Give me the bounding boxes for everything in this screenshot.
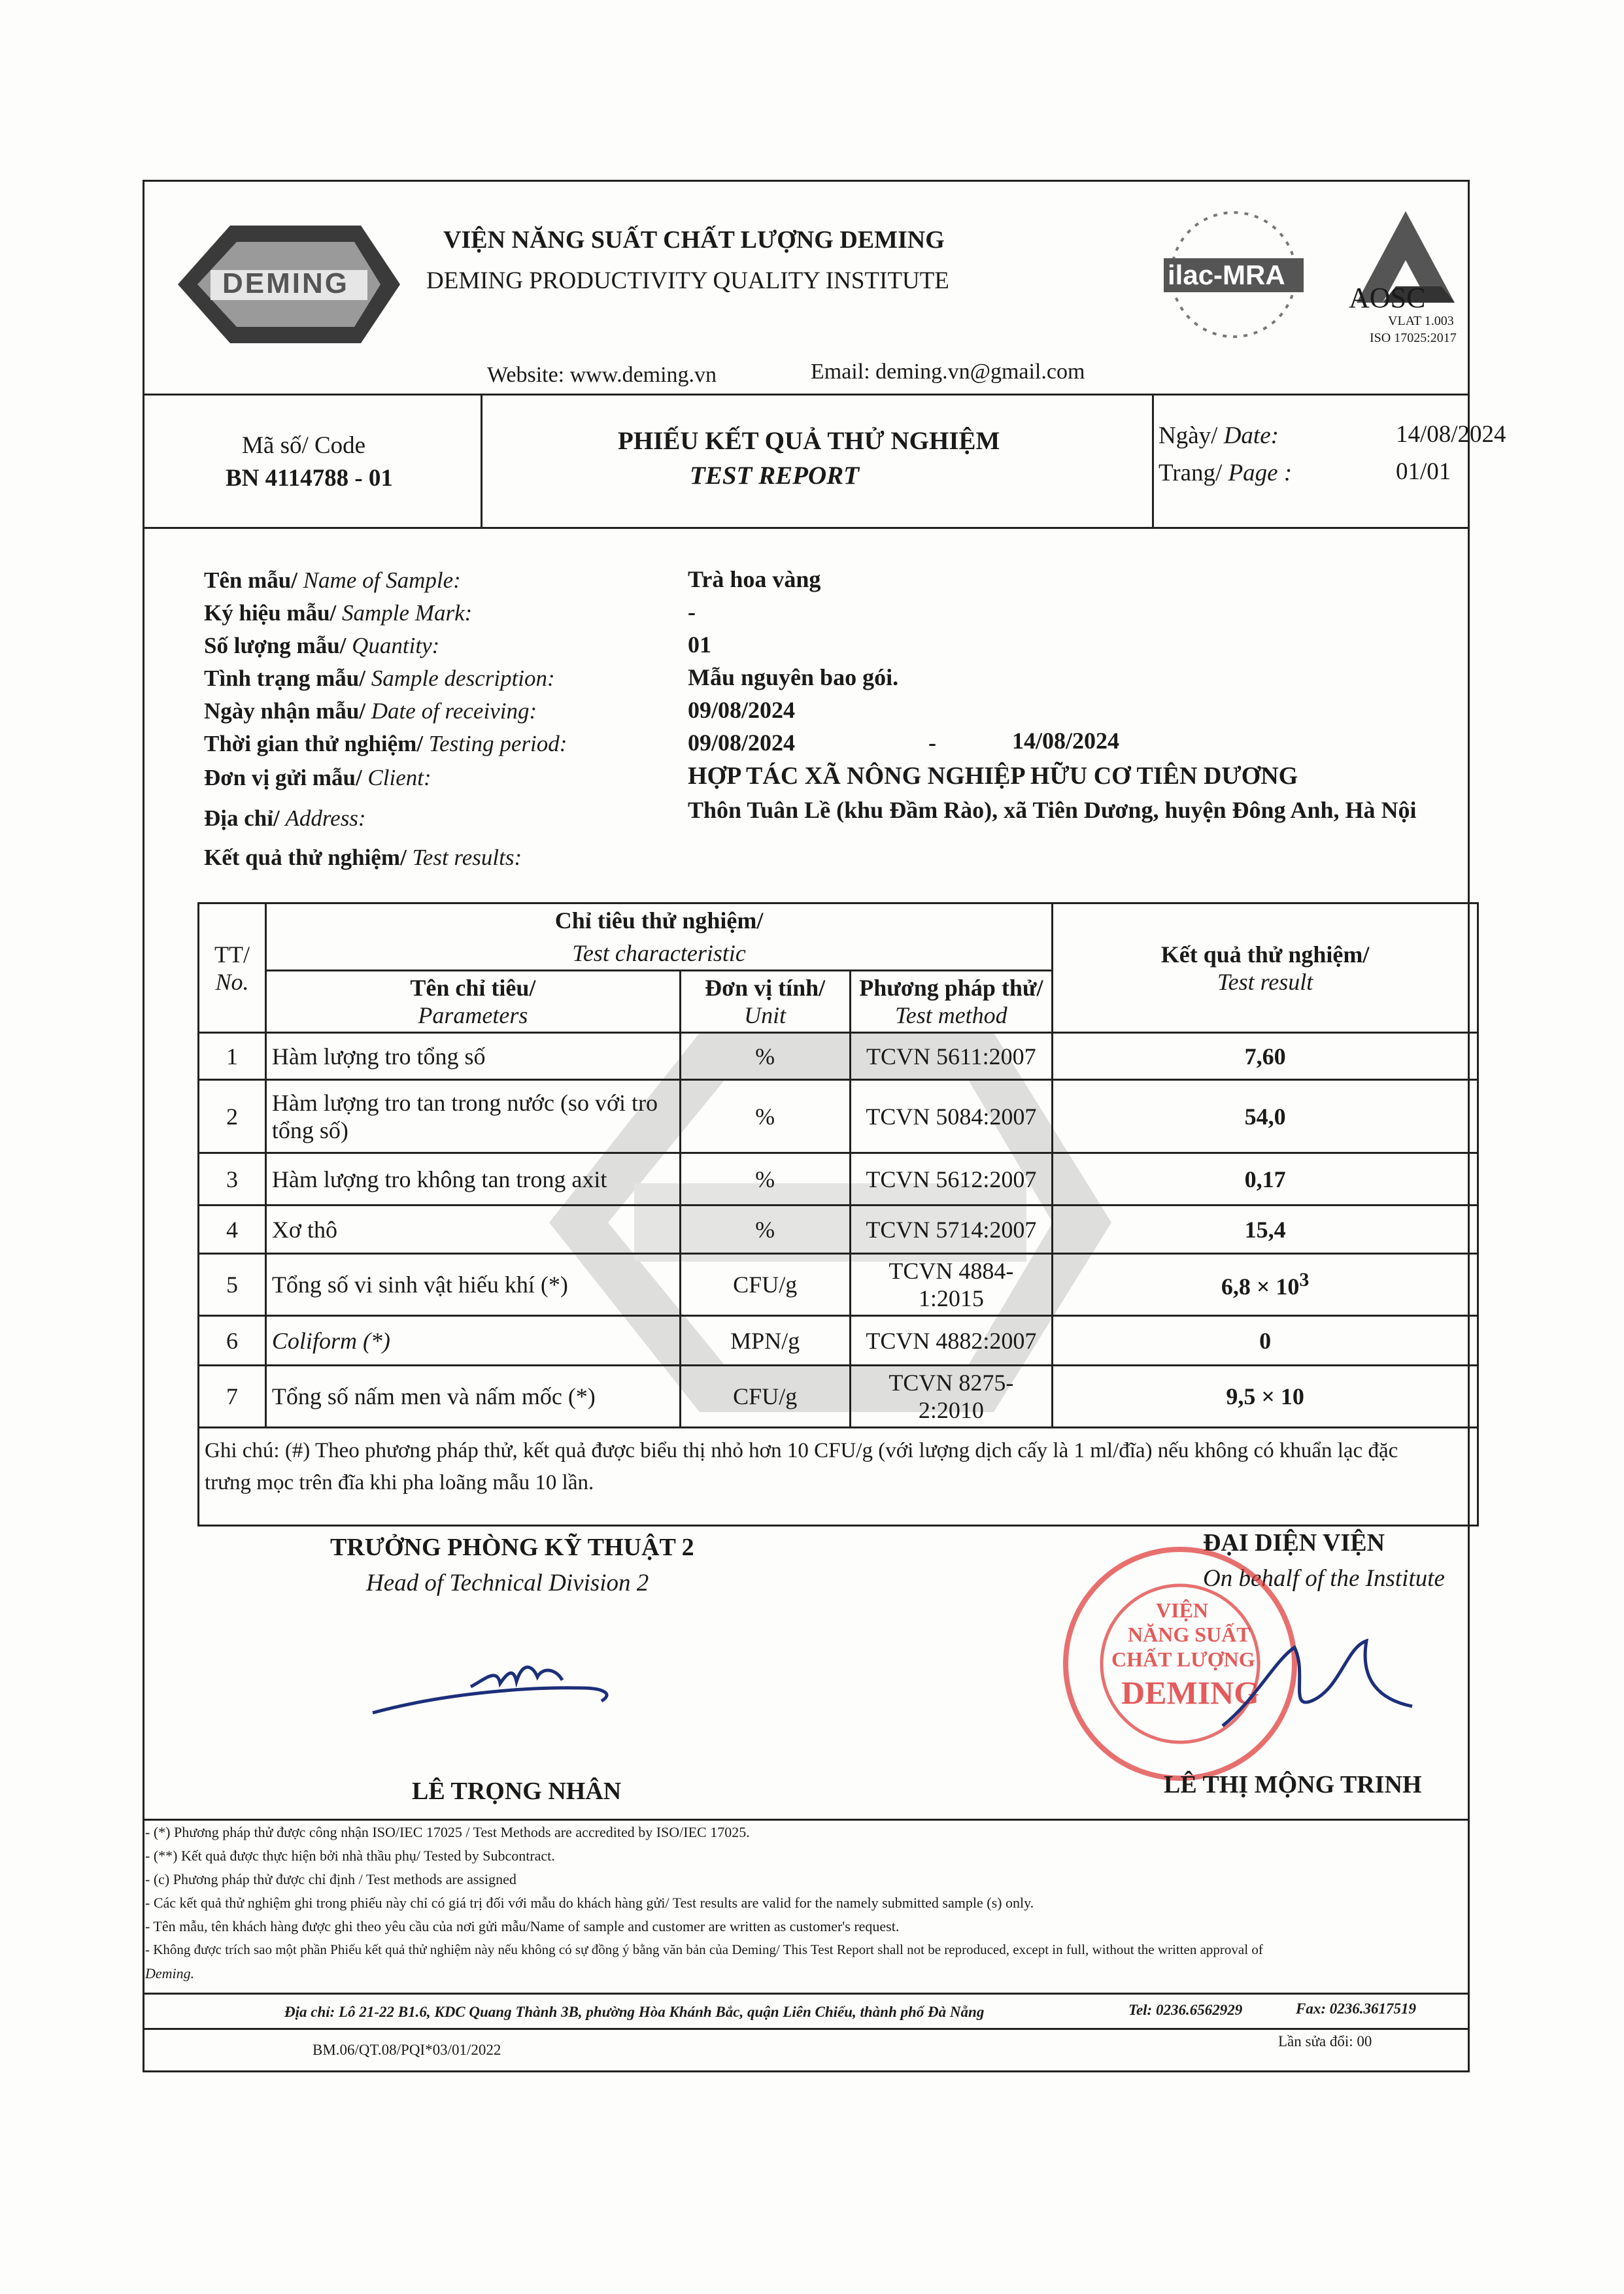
footer-tel: Tel: 0236.6562929 xyxy=(1128,2002,1243,2018)
characteristic-header: Chỉ tiêu thử nghiệm/ xyxy=(265,903,1052,937)
info-row-value: Trà hoa vàng xyxy=(688,566,821,592)
right-signature xyxy=(1216,1621,1425,1752)
info-row-label: Thời gian thử nghiệm/ Testing period: xyxy=(204,731,567,756)
table-row: 1 Hàm lượng tro tổng số % TCVN 5611:2007 7,60 xyxy=(199,1033,1478,1080)
table-row: 6 Coliform (*) MPN/g TCVN 4882:2007 0 xyxy=(199,1316,1478,1366)
info-row-label: Tên mẫu/ Name of Sample: xyxy=(204,567,461,593)
page-value: 01/01 xyxy=(1396,458,1451,485)
right-signer-title: ĐẠI DIỆN VIỆN xyxy=(1203,1529,1385,1557)
form-code: BM.06/QT.08/PQI*03/01/2022 xyxy=(313,2042,501,2058)
info-row-label: Ký hiệu mẫu/ Sample Mark: xyxy=(204,600,473,626)
info-row-value: Mẫu nguyên bao gói. xyxy=(688,664,899,690)
unit-header: Đơn vị tính/ Unit xyxy=(680,971,850,1033)
table-row: 5 Tổng số vi sinh vật hiếu khí (*) CFU/g TCVN 4884-1:2015 $6,8 \times 10^3$ xyxy=(199,1254,1478,1316)
left-signer-name: LÊ TRỌNG NHÂN xyxy=(412,1778,622,1805)
table-note: Ghi chú: (#) Theo phương pháp thử, kết quả được biểu thị nhỏ hơn 10 CFU/g (với lượng dịch cấy là 1 ml/đĩa) nếu không có khuẩn lạc đặc trưng mọc trên đĩa khi pha loãng mẫu 10 lần. xyxy=(199,1428,1478,1526)
info-row-value: Thôn Tuân Lề (khu Đầm Rào), xã Tiên Dương, huyện Đông Anh, Hà Nội xyxy=(688,797,1417,823)
table-row: 7 Tổng số nấm men và nấm mốc (*) CFU/g TCVN 8275-2:2010 9,5 × 10 xyxy=(199,1366,1478,1428)
report-title-en: TEST REPORT xyxy=(690,462,859,490)
info-row-label: Tình trạng mẫu/ Sample description: xyxy=(204,666,555,691)
right-signer-title-en: On behalf of the Institute xyxy=(1203,1565,1445,1592)
info-row-value: - xyxy=(928,730,936,756)
code-value: BN 4114788 - 01 xyxy=(226,465,393,492)
method-header: Phương pháp thử/ Test method xyxy=(850,971,1053,1033)
info-row-label: Số lượng mẫu/ Quantity: xyxy=(204,633,440,658)
logo-text: DEMING xyxy=(222,267,349,299)
info-row-value: 01 xyxy=(688,632,711,658)
table-row: 2 Hàm lượng tro tan trong nước (so với tro tổng số) % TCVN 5084:2007 54,0 xyxy=(199,1080,1478,1153)
no-header: TT/ No. xyxy=(199,903,266,1033)
info-row-label: Đơn vị gửi mẫu/ Client: xyxy=(204,765,431,790)
deming-logo xyxy=(171,219,407,350)
info-row-value: HỢP TÁC XÃ NÔNG NGHIỆP HỮU CƠ TIÊN DƯƠNG xyxy=(688,762,1298,790)
aosc-sub1: VLAT 1.003 xyxy=(1388,314,1454,328)
footer-fax: Fax: 0236.3617519 xyxy=(1296,2000,1416,2017)
right-signer-name: LÊ THỊ MỘNG TRINH xyxy=(1164,1771,1422,1798)
info-row-value: 14/08/2024 xyxy=(1012,728,1120,754)
institute-stamp: VIỆN NĂNG SUẤT CHẤT LƯỢNG DEMING xyxy=(1059,1543,1301,1785)
info-row-label: Kết quả thử nghiệm/ Test results: xyxy=(204,845,522,870)
table-row: 4 Xơ thô % TCVN 5714:2007 15,4 xyxy=(199,1206,1478,1254)
date-value: 14/08/2024 xyxy=(1396,421,1506,448)
characteristic-header-en: Test characteristic xyxy=(265,937,1052,971)
left-signature xyxy=(366,1647,693,1726)
table-row: 3 Hàm lượng tro không tan trong axit % TCVN 5612:2007 0,17 xyxy=(199,1153,1478,1206)
info-row-value: - xyxy=(688,599,696,625)
revision: Lần sửa đổi: 00 xyxy=(1278,2033,1372,2049)
ilac-text: ilac-MRA xyxy=(1168,260,1285,290)
report-title-vn: PHIẾU KẾT QUẢ THỬ NGHIỆM xyxy=(618,427,1000,455)
parameter-header: Tên chỉ tiêu/ Parameters xyxy=(265,971,680,1033)
code-label: Mã số/ Code xyxy=(242,432,366,459)
info-row-label: Ngày nhận mẫu/ Date of receiving: xyxy=(204,698,537,724)
institute-name-vn: VIỆN NĂNG SUẤT CHẤT LƯỢNG DEMING xyxy=(443,226,945,254)
institute-name-en: DEMING PRODUCTIVITY QUALITY INSTITUTE xyxy=(426,267,949,294)
info-row-label: Địa chỉ/ Address: xyxy=(204,805,366,831)
info-row-value: 09/08/2024 xyxy=(688,697,796,723)
aosc-sub2: ISO 17025:2017 xyxy=(1370,331,1457,345)
email-text: Email: deming.vn@gmail.com xyxy=(811,360,1085,384)
left-signer-title: TRƯỞNG PHÒNG KỸ THUẬT 2 xyxy=(330,1534,694,1561)
left-signer-title-en: Head of Technical Division 2 xyxy=(366,1570,649,1596)
page-label: Trang/ Page : xyxy=(1159,460,1293,486)
footer-address: Địa chỉ: Lô 21-22 B1.6, KDC Quang Thành 3B, phường Hòa Khánh Bắc, quận Liên Chiểu, thành phố Đà Nẵng xyxy=(284,2004,985,2020)
result-header: Kết quả thử nghiệm/ Test result xyxy=(1053,903,1478,1033)
info-row-value: 09/08/2024 xyxy=(688,730,796,756)
date-label: Ngày/ Date: xyxy=(1159,422,1279,449)
results-table xyxy=(197,902,1479,1527)
aosc-text: AOSC xyxy=(1349,282,1426,314)
ilac-mra-logo xyxy=(1152,206,1315,343)
website-text: Website: www.deming.vn xyxy=(487,363,717,387)
aosc-logo xyxy=(1344,208,1468,358)
